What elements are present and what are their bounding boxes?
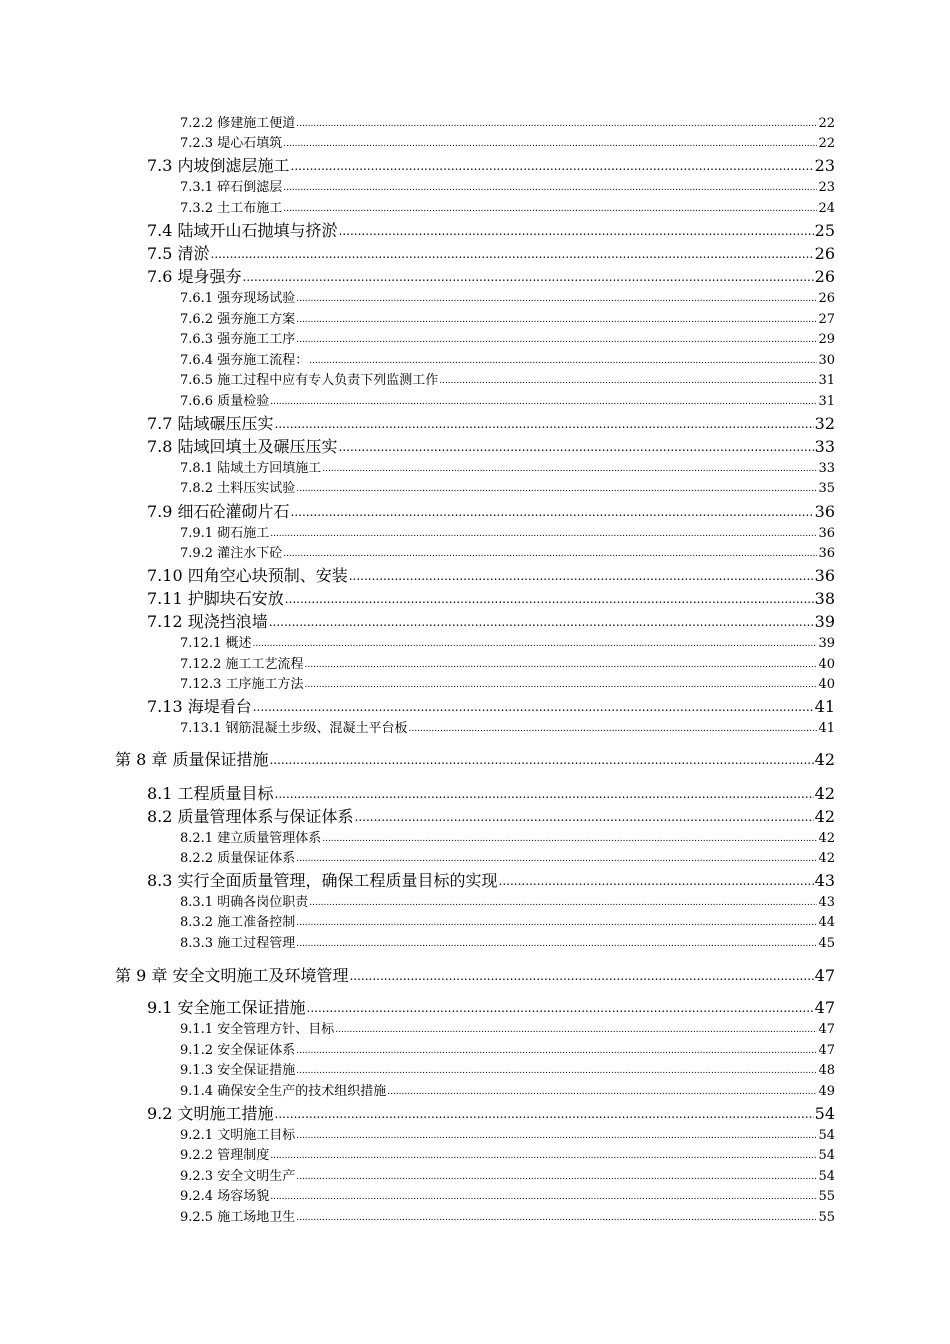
toc-dot-leader: [304, 655, 817, 674]
toc-entry[interactable]: [180, 290, 835, 308]
toc-entry[interactable]: [147, 611, 835, 633]
toc-dot-leader: [283, 134, 817, 153]
toc-entry[interactable]: [180, 1127, 835, 1145]
toc-entry-page: 26: [814, 244, 835, 263]
toc-entry[interactable]: [180, 1083, 835, 1101]
toc-entry-page: 42: [814, 784, 835, 803]
toc-entry-page: 41: [814, 697, 835, 716]
toc-entry-title: 8.2 质量管理体系与保证体系: [147, 807, 354, 826]
toc-entry[interactable]: [180, 179, 835, 197]
toc-entry[interactable]: [180, 1042, 835, 1060]
toc-entry-page: 36: [814, 502, 835, 521]
toc-entry-page: 27: [818, 312, 835, 327]
toc-entry[interactable]: [180, 460, 835, 478]
toc-entry[interactable]: [180, 545, 835, 563]
toc-dot-leader: [349, 564, 814, 587]
toc-dot-leader: [269, 748, 813, 771]
toc-entry-page: 44: [818, 915, 835, 930]
toc-entry-page: 49: [818, 1084, 835, 1099]
toc-entry-page: 42: [818, 851, 835, 866]
toc-entry-title: 7.3.2 土工布施工: [180, 201, 283, 216]
toc-entry-title: 7.6.6 质量检验: [180, 394, 270, 409]
toc-entry-page: 42: [814, 807, 835, 826]
toc-entry-title: 7.9.1 砌石施工: [180, 526, 270, 541]
toc-dot-leader: [291, 500, 814, 523]
toc-dot-leader: [252, 634, 817, 653]
toc-entry-title: 9.1 安全施工保证措施: [147, 998, 306, 1017]
toc-entry-title: 7.3 内坡倒滤层施工: [147, 156, 290, 175]
toc-entry-title: 9.2.3 安全文明生产: [180, 1169, 296, 1184]
toc-entry-title: 7.12.2 施工工艺流程: [180, 657, 304, 672]
toc-entry-title: 7.10 四角空心块预制、安装: [147, 566, 348, 585]
toc-entry[interactable]: [180, 1188, 835, 1206]
toc-dot-leader: [307, 996, 814, 1019]
toc-dot-leader: [296, 479, 817, 498]
toc-entry-page: 47: [814, 966, 835, 985]
toc-entry[interactable]: [180, 635, 835, 653]
toc-dot-leader: [296, 1126, 817, 1145]
toc-entry-title: 9.2.2 管理制度: [180, 1148, 270, 1163]
toc-entry[interactable]: [180, 525, 835, 543]
toc-dot-leader: [253, 695, 814, 718]
toc-dot-leader: [275, 412, 814, 435]
toc-entry[interactable]: [147, 1103, 835, 1125]
toc-entry-page: 32: [814, 414, 835, 433]
toc-entry-title: 8.1 工程质量目标: [147, 784, 274, 803]
toc-entry-title: 8.3.3 施工过程管理: [180, 936, 296, 951]
toc-entry-title: 9.1.2 安全保证体系: [180, 1043, 296, 1058]
toc-entry-page: 36: [818, 526, 835, 541]
toc-entry[interactable]: [180, 200, 835, 218]
toc-dot-leader: [304, 675, 817, 694]
toc-dot-leader: [269, 610, 814, 633]
toc-dot-leader: [275, 1102, 814, 1125]
toc-dot-leader: [296, 310, 817, 329]
toc-entry-page: 24: [818, 201, 835, 216]
toc-dot-leader: [408, 719, 817, 738]
toc-entry-page: 40: [818, 677, 835, 692]
toc-entry-page: 29: [818, 332, 835, 347]
toc-dot-leader: [339, 435, 814, 458]
toc-dot-leader: [335, 1020, 817, 1039]
toc-dot-leader: [296, 1041, 817, 1060]
toc-dot-leader: [322, 459, 817, 478]
toc-entry-title: 8.3 实行全面质量管理，确保工程质量目标的实现: [147, 871, 498, 890]
toc-dot-leader: [296, 1167, 817, 1186]
toc-dot-leader: [243, 265, 814, 288]
toc-dot-leader: [296, 849, 817, 868]
toc-entry-page: 39: [814, 612, 835, 631]
toc-dot-leader: [291, 154, 814, 177]
toc-entry[interactable]: [180, 1062, 835, 1080]
toc-entry-page: 55: [818, 1189, 835, 1204]
toc-entry-title: 7.4 陆域开山石抛填与挤淤: [147, 221, 338, 240]
toc-entry-page: 45: [818, 936, 835, 951]
toc-entry-page: 48: [818, 1063, 835, 1078]
toc-entry-page: 30: [818, 353, 835, 368]
toc-entry-title: 8.3.2 施工准备控制: [180, 915, 296, 930]
toc-entry[interactable]: [180, 830, 835, 848]
toc-entry[interactable]: [147, 436, 835, 458]
toc-entry-page: 42: [818, 831, 835, 846]
toc-entry-page: 43: [814, 871, 835, 890]
toc-dot-leader: [211, 242, 814, 265]
toc-dot-leader: [296, 114, 817, 133]
toc-dot-leader: [270, 1187, 817, 1206]
toc-entry-title: 7.6.3 强夯施工工序: [180, 332, 296, 347]
toc-entry[interactable]: [180, 1168, 835, 1186]
toc-entry[interactable]: [180, 850, 835, 868]
toc-entry-page: 23: [818, 180, 835, 195]
toc-dot-leader: [285, 587, 814, 610]
toc-entry-title: 7.7 陆域碾压压实: [147, 414, 274, 433]
toc-entry-page: 33: [818, 461, 835, 476]
toc-entry[interactable]: [180, 480, 835, 498]
toc-entry[interactable]: [147, 588, 835, 610]
toc-entry-title: 9.2.5 施工场地卫生: [180, 1210, 296, 1225]
toc-dot-leader: [275, 782, 814, 805]
toc-entry[interactable]: [180, 311, 835, 329]
toc-entry-title: 7.12.3 工序施工方法: [180, 677, 304, 692]
toc-entry-title: 7.13 海堤看台: [147, 697, 252, 716]
toc-entry-page: 40: [818, 657, 835, 672]
toc-entry[interactable]: [180, 135, 835, 153]
toc-entry-title: 7.3.1 碎石倒滤层: [180, 180, 283, 195]
toc-dot-leader: [283, 544, 817, 563]
toc-entry[interactable]: [180, 352, 835, 370]
toc-entry-page: 36: [818, 546, 835, 561]
toc-entry-title: 7.11 护脚块石安放: [147, 589, 284, 608]
toc-entry-page: 47: [818, 1043, 835, 1058]
toc-entry-page: 22: [818, 136, 835, 151]
toc-dot-leader: [322, 829, 817, 848]
toc-dot-leader: [270, 524, 817, 543]
toc-entry-page: 26: [814, 267, 835, 286]
toc-dot-leader: [387, 1082, 817, 1101]
toc-entry[interactable]: [147, 220, 835, 242]
toc-entry-page: 35: [818, 481, 835, 496]
toc-dot-leader: [283, 178, 817, 197]
toc-entry-page: 54: [818, 1148, 835, 1163]
toc-dot-leader: [296, 934, 817, 953]
toc-entry-page: 54: [818, 1128, 835, 1143]
toc-entry[interactable]: [147, 266, 835, 288]
toc-entry[interactable]: [180, 372, 835, 390]
toc-entry-page: 43: [818, 895, 835, 910]
toc-entry-page: 54: [814, 1104, 835, 1123]
toc-entry-title: 第 9 章 安全文明施工及环境管理: [115, 966, 349, 985]
toc-entry[interactable]: [147, 155, 835, 177]
toc-entry-title: 7.6.1 强夯现场试验: [180, 291, 296, 306]
toc-entry-title: 7.5 清淤: [147, 244, 210, 263]
toc-entry-title: 7.12 现浇挡浪墙: [147, 612, 268, 631]
toc-entry-title: 9.1.3 安全保证措施: [180, 1063, 296, 1078]
toc-entry[interactable]: [180, 115, 835, 133]
toc-entry-page: 39: [818, 636, 835, 651]
toc-dot-leader: [296, 1208, 817, 1227]
toc-entry-title: 7.2.3 堤心石填筑: [180, 136, 283, 151]
toc-dot-leader: [296, 913, 817, 932]
toc-entry-title: 第 8 章 质量保证措施: [115, 750, 269, 769]
toc-dot-leader: [309, 351, 817, 370]
toc-entry-page: 31: [818, 373, 835, 388]
toc-entry[interactable]: [180, 720, 835, 738]
toc-entry-title: 9.1.4 确保安全生产的技术组织措施: [180, 1084, 387, 1099]
toc-dot-leader: [349, 964, 813, 987]
toc-entry[interactable]: [180, 393, 835, 411]
toc-entry-title: 7.2.2 修建施工便道: [180, 116, 296, 131]
toc-dot-leader: [499, 869, 814, 892]
toc-entry[interactable]: [115, 749, 835, 771]
toc-entry[interactable]: [180, 1147, 835, 1165]
toc-entry-page: 41: [818, 721, 835, 736]
toc-dot-leader: [270, 1146, 817, 1165]
toc-entry[interactable]: [147, 870, 835, 892]
toc-entry-title: 8.2.2 质量保证体系: [180, 851, 296, 866]
toc-entry-title: 8.3.1 明确各岗位职责: [180, 895, 309, 910]
toc-entry-title: 7.6 堤身强夯: [147, 267, 242, 286]
toc-dot-leader: [283, 199, 817, 218]
toc-entry[interactable]: [147, 783, 835, 805]
toc-entry[interactable]: [147, 413, 835, 435]
toc-entry-page: 22: [818, 116, 835, 131]
toc-entry-title: 7.6.4 强夯施工流程：: [180, 353, 309, 368]
toc-entry[interactable]: [180, 676, 835, 694]
toc-entry[interactable]: [180, 894, 835, 912]
toc-entry-title: 7.6.2 强夯施工方案: [180, 312, 296, 327]
toc-entry[interactable]: [147, 997, 835, 1019]
toc-entry-title: 7.6.5 施工过程中应有专人负责下列监测工作: [180, 373, 439, 388]
toc-dot-leader: [296, 330, 817, 349]
toc-entry[interactable]: [180, 935, 835, 953]
toc-entry-page: 54: [818, 1169, 835, 1184]
toc-entry[interactable]: [180, 331, 835, 349]
toc-entry-page: 33: [814, 437, 835, 456]
toc-entry-title: 9.2 文明施工措施: [147, 1104, 274, 1123]
toc-entry[interactable]: [115, 965, 835, 987]
toc-entry[interactable]: [147, 243, 835, 265]
toc-entry-title: 9.2.4 场容场貌: [180, 1189, 270, 1204]
toc-entry[interactable]: [180, 914, 835, 932]
toc-entry[interactable]: [147, 565, 835, 587]
toc-entry-title: 7.9 细石砼灌砌片石: [147, 502, 290, 521]
toc-entry-page: 23: [814, 156, 835, 175]
toc-dot-leader: [270, 392, 817, 411]
toc-dot-leader: [439, 371, 817, 390]
toc-entry[interactable]: [180, 1209, 835, 1227]
toc-entry-page: 47: [818, 1022, 835, 1037]
toc-entry-page: 31: [818, 394, 835, 409]
toc-entry-title: 8.2.1 建立质量管理体系: [180, 831, 322, 846]
toc-entry[interactable]: [180, 656, 835, 674]
toc-entry-page: 36: [814, 566, 835, 585]
toc-dot-leader: [296, 289, 817, 308]
toc-entry-page: 47: [814, 998, 835, 1017]
toc-entry-title: 9.1.1 安全管理方针、目标: [180, 1022, 335, 1037]
toc-entry-page: 55: [818, 1210, 835, 1225]
toc-entry-page: 26: [818, 291, 835, 306]
toc-entry[interactable]: [147, 501, 835, 523]
toc-entry[interactable]: [147, 806, 835, 828]
toc-dot-leader: [309, 893, 817, 912]
toc-entry[interactable]: [180, 1021, 835, 1039]
toc-entry-title: 7.9.2 灌注水下砼: [180, 546, 283, 561]
toc-entry[interactable]: [147, 696, 835, 718]
toc-entry-title: 9.2.1 文明施工目标: [180, 1128, 296, 1143]
toc-entry-title: 7.8 陆域回填土及碾压压实: [147, 437, 338, 456]
toc-entry-page: 25: [814, 221, 835, 240]
toc-dot-leader: [296, 1061, 817, 1080]
toc-entry-title: 7.12.1 概述: [180, 636, 252, 651]
toc-entry-title: 7.8.2 土料压实试验: [180, 481, 296, 496]
toc-entry-title: 7.13.1 钢筋混凝土步级、混凝土平台板: [180, 721, 408, 736]
toc-dot-leader: [339, 219, 814, 242]
toc-dot-leader: [355, 805, 814, 828]
toc-entry-title: 7.8.1 陆域土方回填施工: [180, 461, 322, 476]
toc-entry-page: 38: [814, 589, 835, 608]
toc-entry-page: 42: [814, 750, 835, 769]
